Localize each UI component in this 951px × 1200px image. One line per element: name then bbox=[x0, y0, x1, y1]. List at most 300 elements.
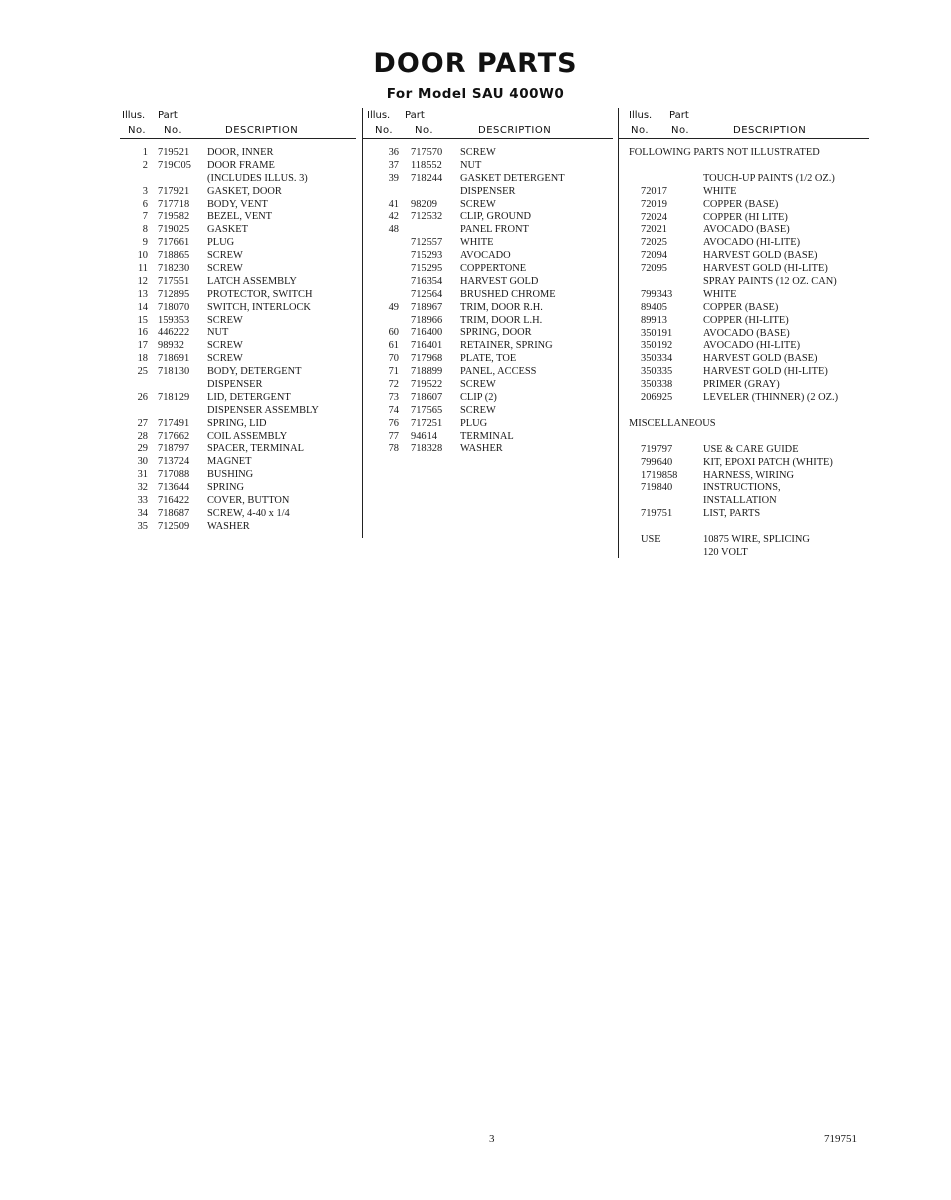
part-number: 719025 bbox=[158, 224, 190, 236]
part-description: SCREW bbox=[207, 340, 243, 352]
header-illus: Illus. bbox=[629, 110, 653, 121]
part-description: RETAINER, SPRING bbox=[460, 340, 553, 352]
table-row bbox=[120, 263, 356, 276]
table-row bbox=[619, 379, 869, 392]
header-part: Part bbox=[405, 110, 425, 121]
table-row bbox=[619, 263, 869, 276]
table-row bbox=[619, 482, 869, 495]
part-description: PROTECTOR, SWITCH bbox=[207, 288, 313, 300]
part-description: MAGNET bbox=[207, 456, 252, 468]
table-row bbox=[619, 340, 869, 353]
part-number: 98932 bbox=[158, 340, 184, 352]
table-row bbox=[120, 250, 356, 263]
part-description: COPPER (BASE) bbox=[703, 198, 779, 210]
part-description: SWITCH, INTERLOCK bbox=[207, 301, 311, 313]
part-number: 718967 bbox=[411, 301, 443, 313]
section-heading-text: MISCELLANEOUS bbox=[629, 417, 716, 429]
part-description: PRIMER (GRAY) bbox=[703, 379, 780, 391]
part-description: AVOCADO (HI-LITE) bbox=[703, 340, 801, 352]
part-number: 717565 bbox=[411, 404, 443, 416]
part-number: 89913 bbox=[641, 314, 667, 326]
illus-number: 48 bbox=[388, 224, 399, 236]
table-row bbox=[619, 547, 869, 560]
table-row bbox=[363, 224, 613, 237]
illus-number: 2 bbox=[142, 159, 148, 171]
part-description: DOOR FRAME bbox=[207, 159, 275, 171]
part-description: LEVELER (THINNER) (2 OZ.) bbox=[703, 392, 839, 404]
illus-number: 1 bbox=[142, 147, 148, 158]
illus-number: 60 bbox=[388, 327, 399, 339]
part-number: 712557 bbox=[411, 237, 443, 249]
section-heading bbox=[619, 147, 869, 160]
parts-list bbox=[120, 147, 356, 534]
table-row bbox=[619, 470, 869, 483]
part-number: 715295 bbox=[411, 263, 443, 275]
illus-number: 17 bbox=[137, 340, 148, 352]
table-row bbox=[363, 405, 613, 418]
illus-number: 26 bbox=[137, 391, 148, 403]
part-number: 713724 bbox=[158, 456, 190, 468]
part-description: BRUSHED CHROME bbox=[460, 288, 556, 300]
spacer bbox=[619, 160, 869, 173]
table-row bbox=[120, 276, 356, 289]
part-number: 716422 bbox=[158, 495, 190, 507]
part-description: TRIM, DOOR L.H. bbox=[460, 314, 543, 326]
part-number: 718865 bbox=[158, 250, 190, 262]
part-description: HARVEST GOLD bbox=[460, 275, 539, 287]
table-row bbox=[619, 328, 869, 341]
illus-number: 39 bbox=[388, 172, 399, 184]
illus-number: 30 bbox=[137, 456, 148, 468]
part-description: TERMINAL bbox=[460, 430, 514, 442]
table-row bbox=[120, 508, 356, 521]
table-row bbox=[619, 302, 869, 315]
part-description: AVOCADO bbox=[460, 250, 511, 262]
part-number: 717921 bbox=[158, 185, 190, 197]
table-row bbox=[363, 289, 613, 302]
part-description: PLUG bbox=[207, 237, 235, 249]
part-number: 719521 bbox=[158, 147, 190, 158]
illus-number: 25 bbox=[137, 366, 148, 378]
part-number: 72025 bbox=[641, 237, 667, 249]
table-row bbox=[120, 237, 356, 250]
part-number: 350335 bbox=[641, 366, 673, 378]
part-description: GASKET DETERGENT bbox=[460, 172, 565, 184]
part-number: 718244 bbox=[411, 172, 443, 184]
illus-number: 49 bbox=[388, 301, 399, 313]
part-number: 719522 bbox=[411, 379, 443, 391]
part-description: WASHER bbox=[460, 443, 503, 455]
column-header bbox=[619, 108, 869, 139]
table-row bbox=[619, 199, 869, 212]
table-row bbox=[363, 186, 613, 199]
part-number: 712564 bbox=[411, 288, 443, 300]
parts-list bbox=[619, 147, 869, 560]
header-illus-no: No. bbox=[128, 125, 147, 136]
part-number: 717570 bbox=[411, 147, 443, 158]
part-number: 719840 bbox=[641, 482, 673, 494]
table-row bbox=[619, 276, 869, 289]
table-row bbox=[619, 353, 869, 366]
part-description: PLATE, TOE bbox=[460, 353, 517, 365]
part-description: SCREW bbox=[460, 379, 496, 391]
table-row bbox=[120, 443, 356, 456]
part-number: 72017 bbox=[641, 185, 667, 197]
illus-number: 77 bbox=[388, 430, 399, 442]
illus-number: 42 bbox=[388, 211, 399, 223]
part-description: SPRING bbox=[207, 482, 244, 494]
part-number: 446222 bbox=[158, 327, 190, 339]
table-row bbox=[619, 444, 869, 457]
part-description: SPACER, TERMINAL bbox=[207, 443, 305, 455]
part-description: DISPENSER bbox=[460, 185, 516, 197]
illus-number: 12 bbox=[137, 275, 148, 287]
table-row bbox=[363, 147, 613, 160]
illus-number: 78 bbox=[388, 443, 399, 455]
table-row bbox=[363, 379, 613, 392]
part-number: 206925 bbox=[641, 392, 673, 404]
part-description: BEZEL, VENT bbox=[207, 211, 273, 223]
part-description: DOOR, INNER bbox=[207, 147, 274, 158]
illus-number: 3 bbox=[142, 185, 148, 197]
table-row bbox=[120, 405, 356, 418]
table-row bbox=[363, 160, 613, 173]
table-row bbox=[619, 508, 869, 521]
part-number: 718691 bbox=[158, 353, 190, 365]
part-description: HARVEST GOLD (BASE) bbox=[703, 353, 818, 365]
part-number: 718966 bbox=[411, 314, 443, 326]
part-description: LIST, PARTS bbox=[703, 508, 761, 520]
illus-number: 34 bbox=[137, 507, 148, 519]
part-number: 1719858 bbox=[641, 469, 678, 481]
part-description: INSTALLATION bbox=[703, 495, 777, 507]
section-heading-text: FOLLOWING PARTS NOT ILLUSTRATED bbox=[629, 147, 820, 158]
illus-number: 27 bbox=[137, 417, 148, 429]
table-row bbox=[363, 340, 613, 353]
illus-number: 73 bbox=[388, 391, 399, 403]
part-number: 718230 bbox=[158, 263, 190, 275]
table-row bbox=[619, 457, 869, 470]
header-part-no: No. bbox=[415, 125, 434, 136]
illus-number: 8 bbox=[142, 224, 148, 236]
part-number: 713644 bbox=[158, 482, 190, 494]
part-description: AVOCADO (HI-LITE) bbox=[703, 237, 801, 249]
section-heading bbox=[619, 418, 869, 431]
table-row bbox=[120, 160, 356, 173]
part-number: 350338 bbox=[641, 379, 673, 391]
part-description: SCREW bbox=[207, 314, 243, 326]
table-row bbox=[619, 534, 869, 547]
part-description: HARVEST GOLD (HI-LITE) bbox=[703, 263, 828, 275]
part-description: GASKET bbox=[207, 224, 248, 236]
table-row bbox=[120, 392, 356, 405]
part-number: 717551 bbox=[158, 275, 190, 287]
spacer bbox=[619, 405, 869, 418]
part-description: 120 VOLT bbox=[703, 547, 748, 559]
part-number: 717661 bbox=[158, 237, 190, 249]
part-number: 72024 bbox=[641, 211, 667, 223]
header-part: Part bbox=[669, 110, 689, 121]
table-row bbox=[619, 173, 869, 186]
part-number: 89405 bbox=[641, 301, 667, 313]
part-number: 118552 bbox=[411, 159, 442, 171]
part-description: SCREW bbox=[460, 147, 496, 158]
part-number: 718797 bbox=[158, 443, 190, 455]
table-row bbox=[120, 302, 356, 315]
part-number: 718899 bbox=[411, 366, 443, 378]
part-number: 799640 bbox=[641, 456, 673, 468]
table-row bbox=[363, 237, 613, 250]
part-description: PANEL, ACCESS bbox=[460, 366, 537, 378]
table-row bbox=[120, 431, 356, 444]
part-description: SPRING, LID bbox=[207, 417, 267, 429]
illus-number: 71 bbox=[388, 366, 399, 378]
part-number: 718070 bbox=[158, 301, 190, 313]
table-row bbox=[120, 340, 356, 353]
part-description: PLUG bbox=[460, 417, 488, 429]
table-row bbox=[120, 366, 356, 379]
part-description: 10875 WIRE, SPLICING bbox=[703, 534, 810, 546]
part-description: SPRAY PAINTS (12 OZ. CAN) bbox=[703, 276, 837, 288]
table-row bbox=[363, 443, 613, 456]
part-number: 94614 bbox=[411, 430, 437, 442]
illus-number: 70 bbox=[388, 353, 399, 365]
part-description: BODY, DETERGENT bbox=[207, 366, 302, 378]
part-description: COIL ASSEMBLY bbox=[207, 430, 288, 442]
part-description: SPRING, DOOR bbox=[460, 327, 532, 339]
part-description: KIT, EPOXI PATCH (WHITE) bbox=[703, 456, 833, 468]
part-number: 717662 bbox=[158, 430, 190, 442]
part-description: SCREW bbox=[460, 198, 496, 210]
spacer bbox=[619, 521, 869, 534]
table-row bbox=[120, 186, 356, 199]
part-description: WHITE bbox=[703, 185, 737, 197]
part-number: 718328 bbox=[411, 443, 443, 455]
table-row bbox=[619, 495, 869, 508]
table-row bbox=[619, 289, 869, 302]
illus-number: 35 bbox=[137, 520, 148, 532]
part-description: AVOCADO (BASE) bbox=[703, 224, 790, 236]
document-number: 719751 bbox=[824, 1133, 857, 1145]
part-number: 799343 bbox=[641, 288, 673, 300]
part-description: DISPENSER ASSEMBLY bbox=[207, 404, 319, 416]
part-description: PANEL FRONT bbox=[460, 224, 529, 236]
illus-number: 9 bbox=[142, 237, 148, 249]
illus-number: 14 bbox=[137, 301, 148, 313]
parts-column-1 bbox=[120, 108, 356, 534]
part-description: WHITE bbox=[460, 237, 494, 249]
table-row bbox=[120, 224, 356, 237]
part-number: 718129 bbox=[158, 391, 190, 403]
part-description: COVER, BUTTON bbox=[207, 495, 290, 507]
table-row bbox=[363, 327, 613, 340]
part-description: CLIP, GROUND bbox=[460, 211, 532, 223]
table-row bbox=[120, 211, 356, 224]
table-row bbox=[363, 250, 613, 263]
table-row bbox=[120, 379, 356, 392]
illus-number: 29 bbox=[137, 443, 148, 455]
part-number: 717491 bbox=[158, 417, 190, 429]
header-description: DESCRIPTION bbox=[225, 125, 299, 136]
part-description: SCREW, 4-40 x 1/4 bbox=[207, 507, 290, 519]
header-part: Part bbox=[158, 110, 178, 121]
part-number: 350334 bbox=[641, 353, 673, 365]
part-description: WHITE bbox=[703, 288, 737, 300]
table-row bbox=[120, 418, 356, 431]
table-row bbox=[619, 315, 869, 328]
illus-number: 13 bbox=[137, 288, 148, 300]
table-row bbox=[363, 353, 613, 366]
header-illus-no: No. bbox=[631, 125, 650, 136]
part-description: COPPER (HI LITE) bbox=[703, 211, 788, 223]
table-row bbox=[363, 392, 613, 405]
illus-number: 15 bbox=[137, 314, 148, 326]
table-row bbox=[363, 366, 613, 379]
table-row bbox=[363, 263, 613, 276]
illus-number: 6 bbox=[142, 198, 148, 210]
part-description: NUT bbox=[460, 159, 482, 171]
table-row bbox=[120, 469, 356, 482]
part-number: 717968 bbox=[411, 353, 443, 365]
part-number: 72095 bbox=[641, 263, 667, 275]
table-row bbox=[120, 353, 356, 366]
illus-number: 10 bbox=[137, 250, 148, 262]
table-row bbox=[120, 199, 356, 212]
part-number: 72021 bbox=[641, 224, 667, 236]
part-number: 716401 bbox=[411, 340, 443, 352]
part-number: 717718 bbox=[158, 198, 190, 210]
table-row bbox=[120, 482, 356, 495]
part-number: 718607 bbox=[411, 391, 443, 403]
part-description: NUT bbox=[207, 327, 229, 339]
illus-number: 18 bbox=[137, 353, 148, 365]
illus-number: 76 bbox=[388, 417, 399, 429]
illus-number: 16 bbox=[137, 327, 148, 339]
table-row bbox=[120, 147, 356, 160]
part-number: USE bbox=[641, 534, 661, 546]
part-description: SCREW bbox=[207, 250, 243, 262]
header-illus: Illus. bbox=[367, 110, 391, 121]
header-illus-no: No. bbox=[375, 125, 394, 136]
part-description: INSTRUCTIONS, bbox=[703, 482, 781, 494]
table-row bbox=[120, 289, 356, 302]
part-number: 716354 bbox=[411, 275, 443, 287]
table-row bbox=[363, 173, 613, 186]
table-row bbox=[120, 315, 356, 328]
illus-number: 28 bbox=[137, 430, 148, 442]
table-row bbox=[120, 173, 356, 186]
part-description: SCREW bbox=[207, 263, 243, 275]
table-row bbox=[363, 418, 613, 431]
header-description: DESCRIPTION bbox=[478, 125, 552, 136]
part-description: (INCLUDES ILLUS. 3) bbox=[207, 172, 308, 184]
part-description: HARNESS, WIRING bbox=[703, 469, 795, 481]
part-description: HARVEST GOLD (HI-LITE) bbox=[703, 366, 828, 378]
illus-number: 74 bbox=[388, 404, 399, 416]
header-illus: Illus. bbox=[122, 110, 146, 121]
table-row bbox=[619, 392, 869, 405]
page-number: 3 bbox=[489, 1133, 495, 1145]
table-row bbox=[363, 315, 613, 328]
part-number: 718687 bbox=[158, 507, 190, 519]
table-row bbox=[363, 431, 613, 444]
part-number: 719C05 bbox=[158, 159, 191, 171]
column-header bbox=[120, 108, 356, 139]
part-description: LATCH ASSEMBLY bbox=[207, 275, 297, 287]
header-part-no: No. bbox=[164, 125, 183, 136]
page-title: DOOR PARTS bbox=[373, 48, 578, 79]
table-row bbox=[363, 199, 613, 212]
part-number: 712509 bbox=[158, 520, 190, 532]
part-number: 717251 bbox=[411, 417, 443, 429]
part-number: 350192 bbox=[641, 340, 673, 352]
table-row bbox=[619, 237, 869, 250]
part-number: 712532 bbox=[411, 211, 443, 223]
table-row bbox=[619, 224, 869, 237]
illus-number: 31 bbox=[137, 469, 148, 481]
part-description: SCREW bbox=[207, 353, 243, 365]
part-number: 717088 bbox=[158, 469, 190, 481]
part-number: 719797 bbox=[641, 443, 673, 455]
part-description: TOUCH-UP PAINTS (1/2 OZ.) bbox=[703, 172, 835, 184]
part-number: 159353 bbox=[158, 314, 190, 326]
part-description: COPPER (BASE) bbox=[703, 301, 779, 313]
part-number: 715293 bbox=[411, 250, 443, 262]
page-subtitle: For Model SAU 400W0 bbox=[386, 86, 565, 102]
table-row bbox=[619, 250, 869, 263]
part-description: GASKET, DOOR bbox=[207, 185, 282, 197]
illus-number: 32 bbox=[137, 482, 148, 494]
part-description: COPPER (HI-LITE) bbox=[703, 314, 789, 326]
table-row bbox=[619, 366, 869, 379]
part-number: 718130 bbox=[158, 366, 190, 378]
illus-number: 33 bbox=[137, 495, 148, 507]
part-description: WASHER bbox=[207, 520, 250, 532]
table-row bbox=[120, 495, 356, 508]
table-row bbox=[120, 327, 356, 340]
column-header bbox=[363, 108, 613, 139]
part-description: SCREW bbox=[460, 404, 496, 416]
table-row bbox=[120, 456, 356, 469]
table-row bbox=[619, 212, 869, 225]
table-row bbox=[363, 211, 613, 224]
illus-number: 61 bbox=[388, 340, 399, 352]
part-description: USE & CARE GUIDE bbox=[703, 443, 799, 455]
part-description: LID, DETERGENT bbox=[207, 391, 291, 403]
illus-number: 36 bbox=[388, 147, 399, 158]
part-description: BODY, VENT bbox=[207, 198, 268, 210]
illus-number: 72 bbox=[388, 379, 399, 391]
part-description: COPPERTONE bbox=[460, 263, 527, 275]
part-number: 72019 bbox=[641, 198, 667, 210]
part-number: 72094 bbox=[641, 250, 667, 262]
part-description: HARVEST GOLD (BASE) bbox=[703, 250, 818, 262]
part-number: 350191 bbox=[641, 327, 673, 339]
spacer bbox=[619, 431, 869, 444]
part-description: TRIM, DOOR R.H. bbox=[460, 301, 543, 313]
part-number: 719751 bbox=[641, 508, 673, 520]
illus-number: 7 bbox=[142, 211, 148, 223]
part-number: 98209 bbox=[411, 198, 437, 210]
part-number: 716400 bbox=[411, 327, 443, 339]
illus-number: 41 bbox=[388, 198, 399, 210]
table-row bbox=[363, 302, 613, 315]
parts-list bbox=[363, 147, 613, 456]
part-description: DISPENSER bbox=[207, 379, 263, 391]
parts-column-2 bbox=[362, 108, 613, 538]
illus-number: 37 bbox=[388, 159, 399, 171]
header-description: DESCRIPTION bbox=[733, 125, 807, 136]
